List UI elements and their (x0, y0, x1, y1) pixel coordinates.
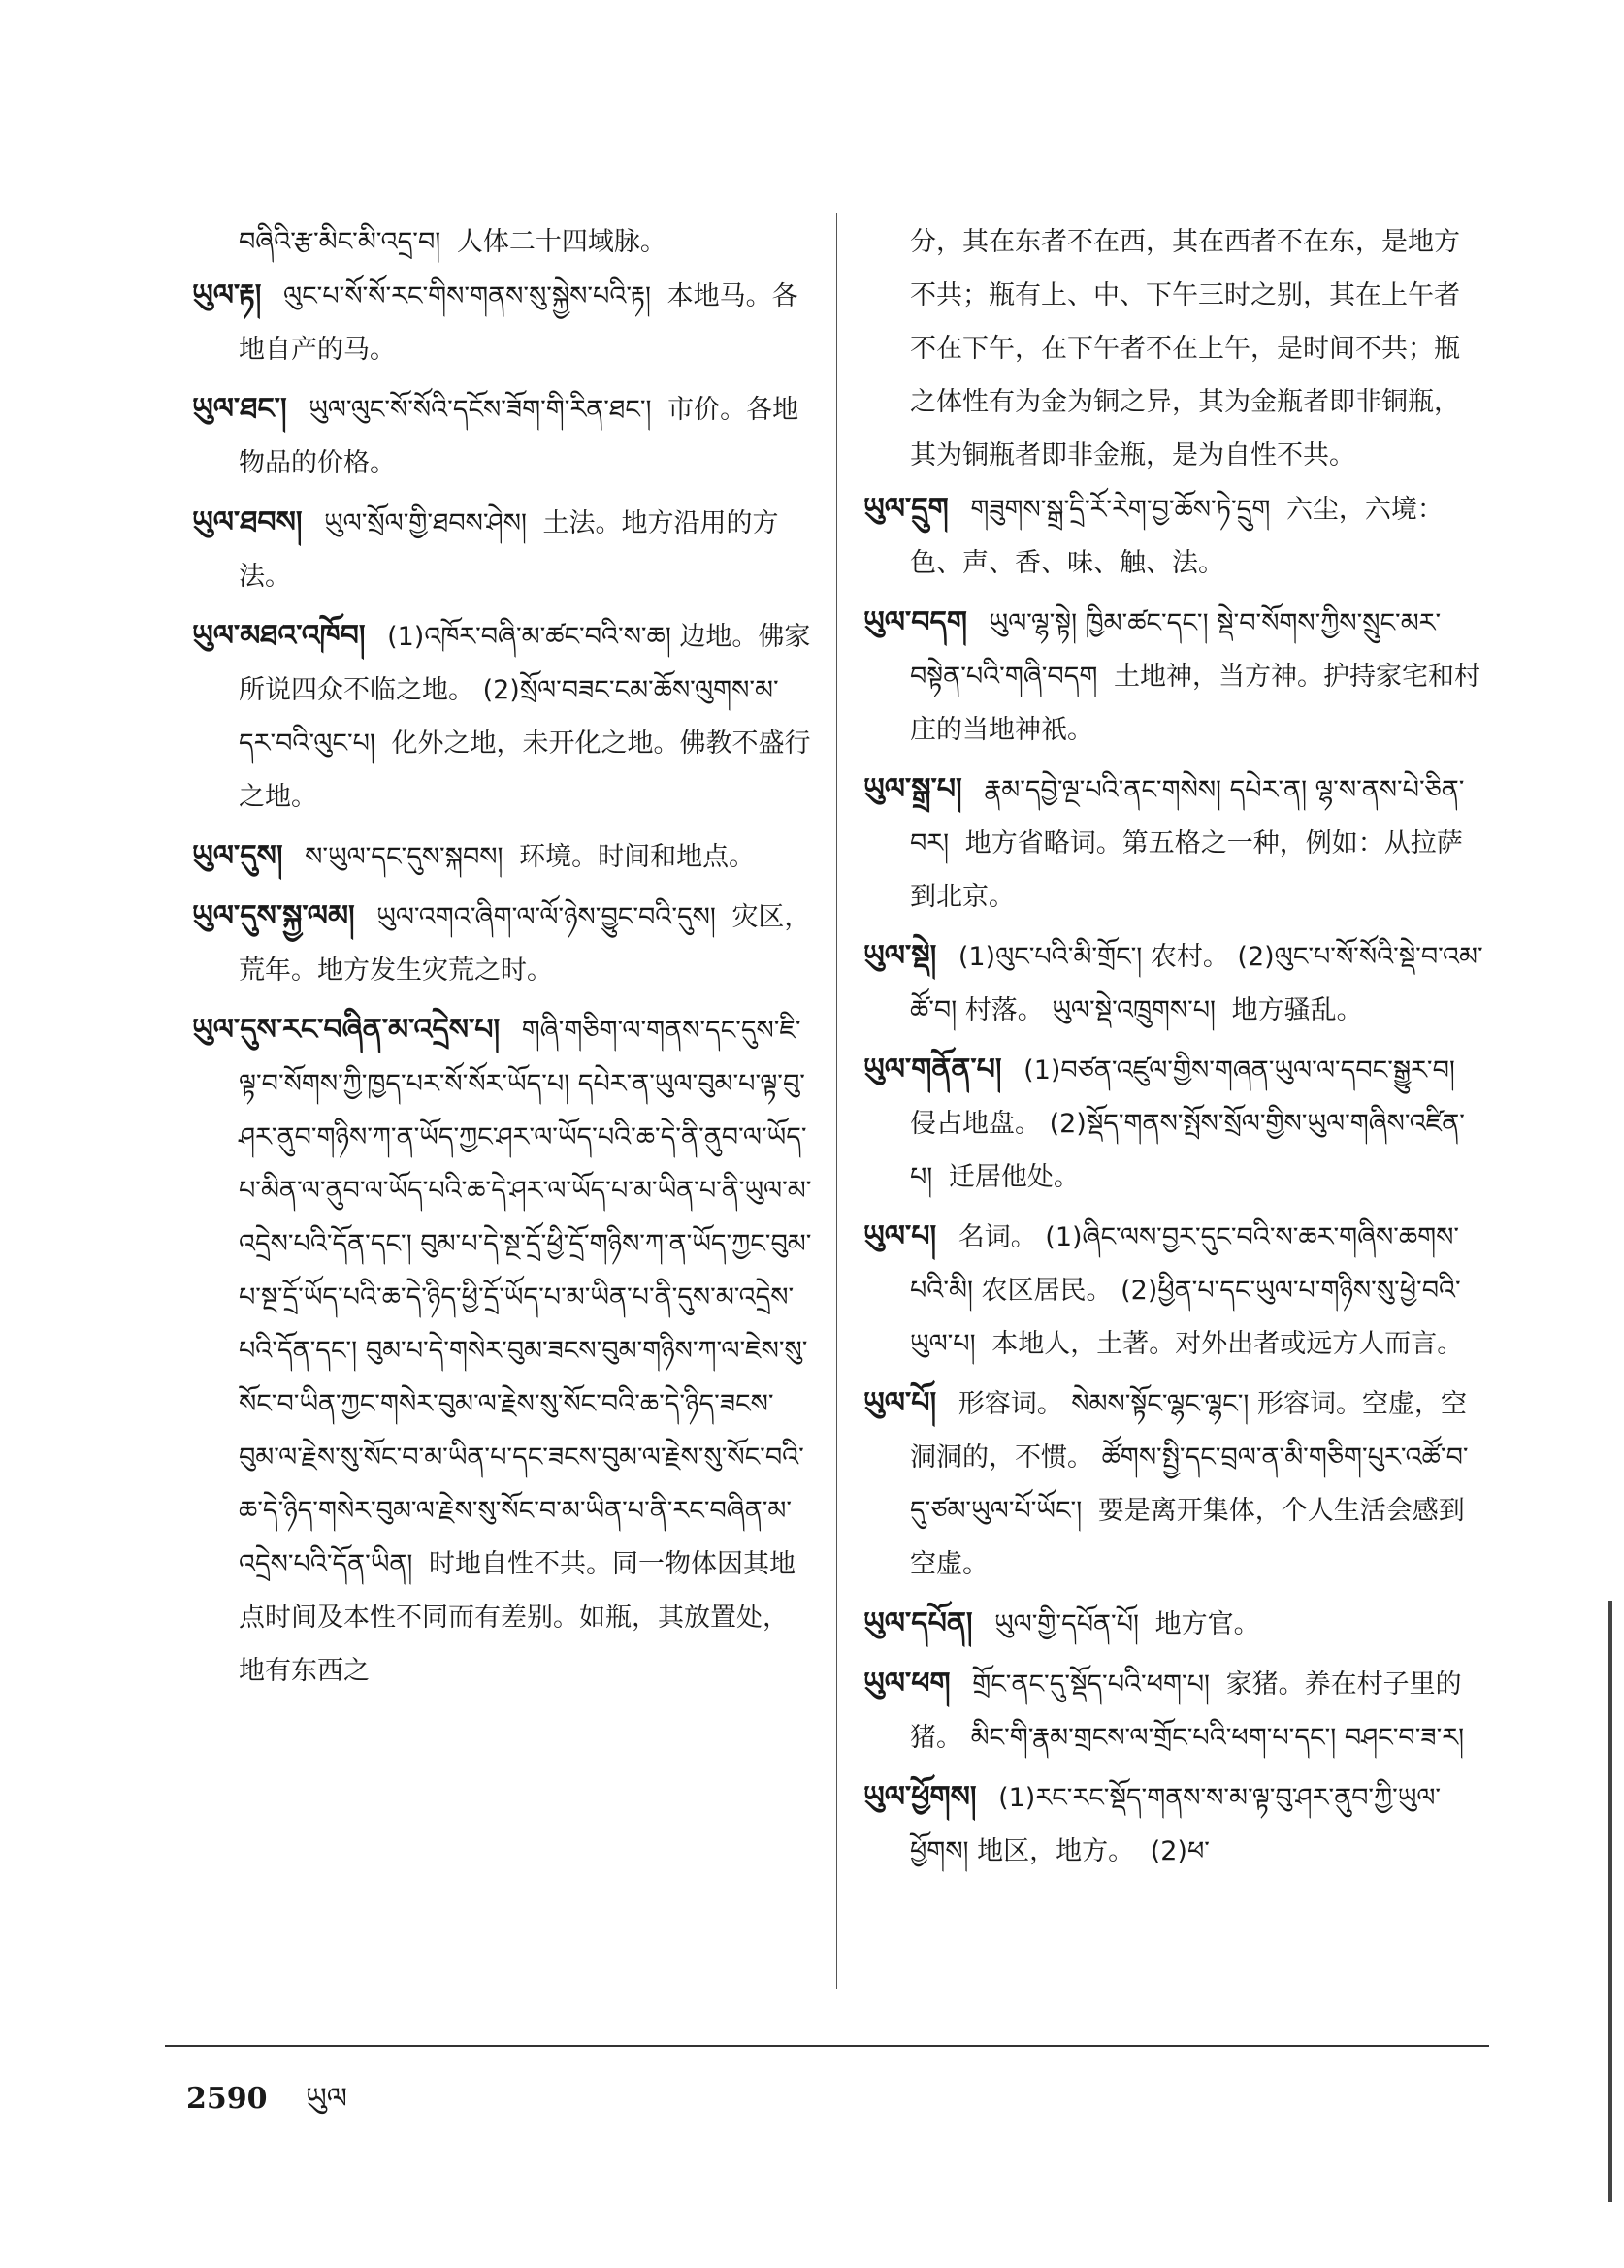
tibetan-definition: (1)རང་རང་སྡོད་གནས་ས་མ་ལྟ་བུ་ཤར་ནུབ་ཀྱི་ཡུལ་ཕྱོགས། 地区，地方。 (910, 1783, 1442, 1866)
chinese-definition: 灾区，荒年。地方发生灾荒之时。 (239, 902, 811, 986)
headword: ཡུལ་དུས། (192, 839, 283, 873)
tibetan-definition: (1)བཙན་འཛུལ་གྱིས་གཞན་ཡུལ་ལ་དབང་སྒྱུར་བ། 侵占地盘。 (2)སྡོད་གནས་སྤོས་སྲོལ་གྱིས་ཡུལ་གཞིས་འཛིན་པ། (910, 1055, 1465, 1192)
headword: ཡུལ་མཐའ་འཁོབ། (192, 619, 366, 653)
chinese-definition: 化外之地，未开化之地。佛教不盛行之地。 (239, 729, 811, 812)
list-item (192, 269, 813, 376)
list-item (863, 1770, 1484, 1878)
headword: ཡུལ་སྡེ། (863, 939, 937, 973)
headword: ཡུལ་དུས་རང་བཞིན་མ་འདྲེས་པ། (192, 1013, 501, 1047)
headword: ཡུལ་རྟ། (192, 278, 262, 312)
tibetan-definition: ཡུལ་ལུང་སོ་སོའི་དངོས་ཟོག་གི་རིན་ཐང་། (309, 395, 652, 425)
tibetan-definition: ཡུལ་འགའ་ཞིག་ལ་ལོ་ཉེས་བྱུང་བའི་དུས། (376, 902, 716, 932)
chinese-definition: 本地人，土著。对外出者或远方人而言。 (991, 1329, 1464, 1359)
tibetan-definition: 名词。 (1)ཞིང་ལས་བྱར་དུང་བའི་ས་ཆར་གཞིས་ཆགས་པའི་མི། 农区居民。 (2)ཕྱིན་པ་དང་ཡུལ་པ་གཉིས་སུ་ཕྱེ་བའི་ཡུལ་པ། (910, 1222, 1461, 1359)
chinese-definition: (2)ཕ་ (1150, 1836, 1210, 1866)
list-item (192, 890, 813, 997)
tibetan-definition: 形容词。 སེམས་སྟོང་ལྷང་ལྷང་། 形容词。空虚，空洞洞的，不惯。 ཚོགས་སྤྱི་དང་བྲལ་ན་མི་གཅིག་པུར་འཚོ་བ་དུ་ཙམ་ཡུལ་པོ་ཡོང་། (910, 1389, 1469, 1526)
list-item (863, 1210, 1484, 1371)
list-item (863, 1884, 1484, 1938)
footer-rule (165, 2045, 1489, 2047)
list-item (863, 929, 1484, 1037)
scan-edge-mark (1608, 1601, 1612, 2202)
list-item (863, 1043, 1484, 1204)
chinese-definition: 时地自性不共。同一物体因其地点时间及本性不同而有差别。如瓶，其放置处，地有东西之 (239, 1549, 796, 1686)
chinese-definition: 本地马。各地自产的马。 (239, 281, 798, 365)
list-item (863, 596, 1484, 757)
tibetan-definition: (1)འཁོར་བཞི་མ་ཚང་བའི་ས་ཆ། 边地。佛家所说四众不临之地。 (2)སྲོལ་བཟང་ངམ་ཆོས་ལུགས་མ་དར་བའི་ལུང་པ། (239, 622, 811, 759)
tibetan-definition: ཡུལ་ལྷ་སྟེ། ཁྱིམ་ཚང་དང་། སྡེ་བ་སོགས་ཀྱིས་སྲུང་མར་བསྟེན་པའི་གཞི་བདག (910, 608, 1442, 692)
headword: ཡུལ་ཐབས། (192, 505, 303, 539)
list-item (863, 1597, 1484, 1651)
tibetan-definition: (1)ལུང་པའི་མི་གྲོང་། 农村。 (2)ལུང་པ་སོ་སོའི་སྡེ་བ་འམ་ཚོ་བ། 村落。 ཡུལ་སྡེ་འཁྲུགས་པ། (910, 942, 1483, 1025)
list-item (863, 1657, 1484, 1765)
headword: ཡུལ་པ། (863, 1219, 937, 1253)
tibetan-definition: ས་ཡུལ་དང་དུས་སྐབས། (305, 842, 503, 872)
column-divider (836, 213, 837, 1989)
list-item (192, 609, 813, 824)
tibetan-definition: ཡུལ་སྲོལ་གྱི་ཐབས་ཤེས། (324, 508, 527, 538)
headword: ཡུལ་པོ། (863, 1386, 937, 1420)
headword: ཡུལ་བདག (863, 605, 967, 639)
headword: ཡུལ་སྒྲ་པ། (863, 772, 962, 806)
page-footer (186, 2066, 355, 2148)
page-number: 2590 (186, 2082, 268, 2116)
chinese-definition: 要是离开集体，个人生活会感到空虚。 (910, 1496, 1465, 1579)
right-column (863, 215, 1484, 1944)
list-item (192, 496, 813, 603)
list-item (192, 382, 813, 490)
tibetan-definition: གྲོང་ནང་དུ་སྡོད་པའི་ཕག་པ། (972, 1669, 1210, 1700)
chinese-definition: 分，其在东者不在西，其在西者不在东，是地方不共；瓶有上、中、下午三时之别，其在上午者不在下午，在下午者不在上午，是时间不共；瓶之体性有为金为铜之异，其为金瓶者即非铜瓶，其为铜瓶者即非金瓶，是为自性不共。 (910, 227, 1460, 470)
chinese-definition: 地方省略词。第五格之一种，例如：从拉萨到北京。 (910, 828, 1463, 912)
chinese-definition: 土法。地方沿用的方法。 (239, 508, 779, 592)
list-item (863, 1377, 1484, 1591)
chinese-definition: 土地神，当方神。护持家宅和村庄的当地神祇。 (910, 662, 1480, 745)
headword: ཡུལ་དུས་སྐྱ་ལམ། (192, 899, 355, 933)
chinese-definition: 六尘，六境：色、声、香、味、触、法。 (910, 495, 1444, 578)
headword: ཡུལ་དྲུག (863, 492, 949, 526)
left-column (192, 215, 813, 1703)
headword: ཡུལ་ཕག (863, 1667, 951, 1701)
tibetan-definition: ཡུལ་གྱི་དཔོན་པོ། (994, 1609, 1139, 1639)
chinese-definition: 迁居他处。 (948, 1162, 1080, 1192)
chinese-definition: 地方骚乱。 (1231, 995, 1363, 1025)
headword: ཡུལ་གནོན་པ། (863, 1053, 1002, 1086)
list-item (192, 829, 813, 884)
list-item (863, 762, 1484, 923)
running-head: ཡུལ (306, 2082, 347, 2116)
list-item (192, 215, 813, 269)
tibetan-definition: རྣམ་དབྱེ་ལྔ་པའི་ནང་གསེས། དཔེར་ན། ལྷ་ས་ནས་པེ་ཅིན་བར། (910, 775, 1465, 859)
headword: ཡུལ་ཕྱོགས། (863, 1780, 977, 1814)
chinese-definition: 人体二十四域脉。 (456, 227, 666, 257)
list-item (863, 215, 1484, 482)
chinese-definition: 家猪。养在村子里的猪。 མིང་གི་རྣམ་གྲངས་ལ་གྲོང་པའི་ཕག་པ་དང་། བཤང་བ་ཟ་ར། (910, 1669, 1465, 1753)
list-item (192, 1003, 813, 1698)
tibetan-definition: གཞི་གཅིག་ལ་གནས་དང་དུས་ཇི་ལྟ་བ་སོགས་ཀྱི་ཁྱད་པར་སོ་སོར་ཡོད་པ། དཔེར་ན་ཡུལ་བུམ་པ་ལྟ་བུ་ཤར་ནུབ་གཉིས་ཀ་ན་ཡོད་ཀྱང་ཤར་ལ་ཡོད་པའི་ཆ་དེ་ནི་ནུབ་ལ་ཡོད་པ་མིན་ལ་ནུབ་ལ་ཡོད་པའི་ཆ་དེ་ཤར་ལ་ཡོད་པ་མ་ཡིན་པ་ནི་ཡུལ་མ་འདྲེས་པའི་དོན་དང་། བུམ་པ་དེ་སྔ་དྲོ་ཕྱི་དྲོ་གཉིས་ཀ་ན་ཡོད་ཀྱང་བུམ་པ་སྔ་དྲོ་ཡོད་པའི་ཆ་དེ་ཉིད་ཕྱི་དྲོ་ཡོད་པ་མ་ཡིན་པ་ནི་དུས་མ་འདྲེས་པའི་དོན་དང་། བུམ་པ་དེ་གསེར་བུམ་ཟངས་བུམ་གཉིས་ཀ་ལ་ཇེས་སུ་སོང་བ་ཡིན་ཀྱང་གསེར་བུམ་ལ་རྗེས་སུ་སོང་བའི་ཆ་དེ་ཉིད་ཟངས་བུམ་ལ་རྗེས་སུ་སོང་བ་མ་ཡིན་པ་དང་ཟངས་བུམ་ལ་རྗེས་སུ་སོང་བའི་ཆ་དེ་ཉིད་གསེར་བུམ་ལ་རྗེས་སུ་སོང་བ་མ་ཡིན་པ་ནི་རང་བཞིན་མ་འདྲེས་པའི་དོན་ཡིན། (239, 1016, 812, 1579)
tibetan-text: བཞིའི་རྩ་མིང་མི་འདྲ་བ། (239, 227, 441, 257)
list-item (863, 482, 1484, 590)
chinese-definition: 市价。各地物品的价格。 (239, 395, 799, 478)
tibetan-definition: ལུང་པ་སོ་སོ་རང་གིས་གནས་སུ་སྐྱེས་པའི་རྟ། (283, 281, 651, 311)
tibetan-definition: གཟུགས་སྒྲ་དྲི་རོ་རེག་བྱ་ཆོས་ཏེ་དྲུག (970, 495, 1271, 525)
chinese-definition: 环境。时间和地点。 (519, 842, 756, 872)
chinese-definition: 地方官。 (1154, 1609, 1260, 1639)
headword: ཡུལ་དཔོན། (863, 1606, 973, 1640)
headword: ཡུལ་ཐང་། (192, 392, 287, 426)
